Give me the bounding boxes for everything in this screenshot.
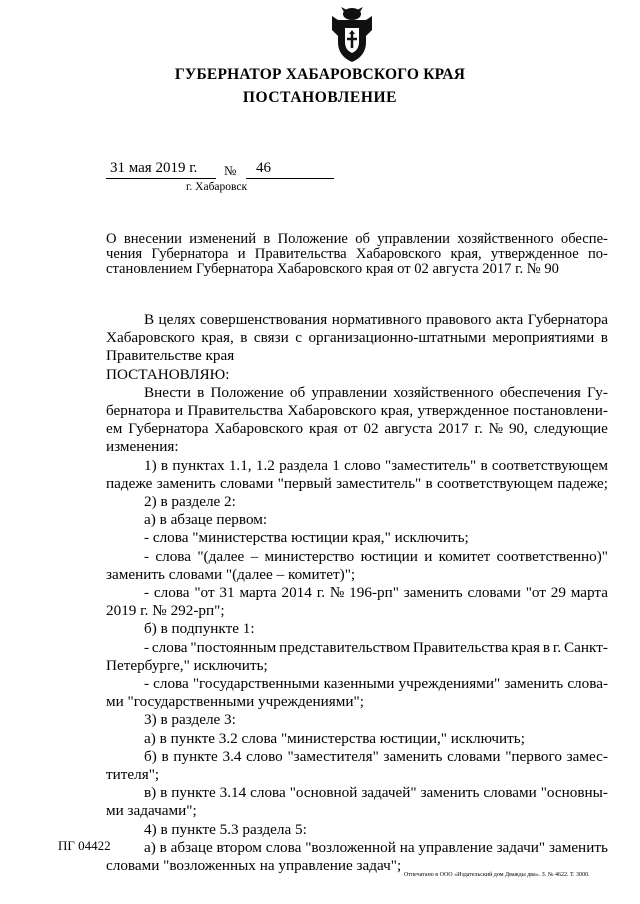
title-word: внесении [123,231,182,247]
body-word: № [329,584,345,602]
body-word: утвержденное [417,402,509,420]
body-word: обеспечения [499,383,581,401]
title-word: О [106,231,117,247]
body-word: пункте [171,784,216,802]
body-line [106,475,608,493]
body-word: в [600,329,608,347]
title-word: хозяйственного [457,231,554,247]
body-word: хозяйственного [393,383,494,401]
body-word: заменить [420,784,480,802]
body-word: г. [474,420,483,438]
number-label: № [224,163,237,178]
body-line: а) в пункте 3.2 слова "министерства юстиции," исключить; [144,729,525,747]
body-word: целях [158,311,196,328]
body-line [106,548,608,566]
city-label: г. Хабаровск [186,181,248,193]
title-line: становлением Губернатора Хабаровского края от 02 августа 2017 г. № 90 [106,261,559,277]
body-word: марта [570,584,608,602]
body-word: 2017 [438,420,469,438]
body-word: управление [418,838,493,856]
body-word: "от [194,584,215,602]
title-word: чения [106,246,143,262]
body-word: в [480,456,488,474]
body-word: Губернатора [527,311,608,328]
body-word: б) [144,747,157,765]
body-word: слова [153,675,189,693]
body-word: - [144,675,150,693]
body-word: и [175,402,184,420]
body-word: заменить [383,747,443,765]
body-word: словами [467,584,521,602]
form-code: ПГ 04422 [58,838,111,853]
body-word: падеже [106,474,153,492]
body-word: ем [106,420,123,438]
body-line [106,748,608,766]
body-word: 1.2 [255,456,275,474]
body-word: словами [219,474,274,492]
body-word: 2014 [281,584,312,602]
body-word: пунктах [172,456,225,474]
body-word: "заместителя" [287,747,379,765]
body-word: Санкт- [564,638,608,656]
body-word: - [144,547,150,565]
body-word: в) [144,784,157,802]
body-line [106,311,608,329]
title-word: края, [450,246,482,262]
authority-heading: ГУБЕРНАТОР ХАБАРОВСКОГО КРАЯ [174,66,466,83]
body-word: слова [151,638,188,656]
document-body [106,311,608,875]
body-word: марта [239,584,277,602]
body-line: а) в абзаце первом: [144,511,268,529]
title-word: об [355,231,370,247]
body-line [106,584,608,602]
body-word: заместитель" [336,474,422,492]
body-line: изменения: [106,438,179,456]
body-line: - слова "министерства юстиции края," исключить; [144,529,469,547]
body-word: 90, [508,420,528,438]
body-word: казенными [323,675,395,693]
title-word: утвержденное [490,246,579,262]
body-word: - [144,584,150,602]
body-word: а) [144,838,156,856]
body-word: замес- [566,747,608,765]
body-word: постановлени- [513,402,608,420]
body-word: правового [426,311,492,328]
body-word: слово [344,456,381,474]
body-word: "первого [505,747,562,765]
body-word: в [197,383,205,401]
document-date: 31 мая 2019 г. [110,160,198,176]
title-word: Хабаровского [355,246,442,262]
body-word: Губернатора [128,420,209,438]
body-word: следующие [533,420,608,438]
title-line [106,247,608,262]
body-word: с [295,329,302,347]
body-word: заменить [504,675,564,693]
body-word: задачи" [496,838,546,856]
title-word: в [263,231,271,247]
body-word: совершенствования [199,311,328,328]
body-word: Положение [210,383,284,401]
body-word: Гу- [587,383,608,401]
body-word: пункте [173,747,218,765]
body-line [106,639,608,657]
title-word: Губернатора [151,246,229,262]
body-word: 02 [363,420,379,438]
coat-of-arms-icon [328,6,376,64]
body-word: слова [265,838,302,856]
body-word: "основной [289,784,358,802]
body-word: в [240,329,248,347]
body-word: августа [384,420,433,438]
printer-imprint: Отпечатано в ООО «Издательский дом Дважды два». З. № 4622. Т. 3000. [404,872,590,878]
body-word: абзаце [170,838,213,856]
body-word: нормативного [331,311,422,328]
body-line: тителя"; [106,766,160,784]
body-word: в [425,474,433,492]
body-word: В [144,311,155,328]
body-word: 1.1, [228,456,252,474]
body-word: – [250,547,259,565]
title-word: и [237,246,246,262]
body-word: края [511,638,540,656]
title-word: по- [587,246,608,262]
number-underline [246,178,334,179]
body-word: - [144,638,150,656]
body-word: соответственно)" [496,547,608,565]
body-word: заменить [156,474,216,492]
body-word: втором [216,838,262,856]
body-word: 29 [550,584,566,602]
body-line: словами "возложенных на управление задач"; [106,857,402,875]
body-word: Хабаровского [287,402,377,420]
title-word: изменений [189,231,257,247]
body-word: в [542,638,550,656]
body-line: 2019 г. № 292-рп"; [106,602,225,620]
body-word: учреждениями" [398,675,501,693]
body-word: г. [552,638,562,656]
body-word: "заместитель" [384,456,477,474]
body-word: заменить [403,584,463,602]
body-word: связи [253,329,289,347]
body-line: 3) в разделе 3: [144,711,236,729]
title-word: Положение [277,231,348,247]
body-word: "от [525,584,546,602]
body-line: ми "государственными учреждениями"; [106,693,364,711]
body-word: г. [316,584,325,602]
body-word: Хабаровского [214,420,304,438]
document-title [106,232,608,277]
body-word: слова [155,547,192,565]
body-line: 4) в пункте 5.3 раздела 5: [144,820,307,838]
body-word: бернатора [106,402,171,420]
body-line: 2) в разделе 2: [144,493,236,511]
body-word: представительством [279,638,410,656]
body-word: № [488,420,504,438]
body-word: падеже; [557,474,608,492]
body-word: в [160,456,169,474]
body-word: 31 [219,584,235,602]
body-line [106,457,608,475]
body-word: и [424,547,433,565]
body-word: Хабаровского [106,329,195,347]
body-word: Внести [144,383,191,401]
body-line [106,784,608,802]
body-word: комитет [438,547,491,565]
body-line: Правительстве края [106,347,235,365]
title-word: управлении [377,231,450,247]
body-word: в [160,784,168,802]
body-word: 3.14 [219,784,247,802]
body-word: об [289,383,306,401]
body-word: края, [380,402,414,420]
body-line: заменить словами "(далее – комитет)"; [106,565,356,583]
body-line [106,675,608,693]
body-line: б) в подпункте 1: [144,620,255,638]
body-word: края [308,420,338,438]
body-word: мероприятиями [492,329,595,347]
date-underline [106,178,216,179]
body-word: от [343,420,358,438]
body-word: соответствующем [437,474,554,492]
body-word: "государственными [192,675,320,693]
body-word: слова [153,584,190,602]
body-word: Правительства [412,638,509,656]
body-word: в [161,747,169,765]
body-word: слово [246,747,283,765]
body-word: министерство [264,547,355,565]
body-word: заменить [548,838,608,856]
body-word: управлении [311,383,388,401]
body-word: юстиции [360,547,418,565]
body-word: организационно-штатными [308,329,486,347]
body-line: Петербурге," исключить; [106,656,268,674]
body-word: раздела [279,456,328,474]
body-word: слова- [567,675,608,693]
body-word: "основны- [540,784,608,802]
body-line [106,420,608,438]
body-word: задачей" [361,784,417,802]
body-word: "(далее [197,547,245,565]
title-line [106,232,608,247]
body-line [106,402,608,420]
body-word: 196-рп" [349,584,399,602]
body-word: "первый [277,474,332,492]
body-word: "постоянным [190,638,277,656]
body-word: "возложенной [305,838,396,856]
body-word: акта [495,311,524,328]
title-word: обеспе- [560,231,608,247]
body-word: соответствующем [491,456,608,474]
body-line [106,329,608,347]
body-word: в [159,838,167,856]
document-number: 46 [256,160,271,176]
body-word: 1 [332,456,340,474]
document-type-heading: ПОСТАНОВЛЕНИЕ [242,89,398,106]
body-word: 1) [144,456,157,474]
body-word: Правительства [187,402,284,420]
body-line: ПОСТАНОВЛЯЮ: [106,365,230,383]
body-word: 3.4 [222,747,242,765]
body-word: словами [483,784,537,802]
body-line [106,839,608,857]
body-word: на [399,838,415,856]
body-word: словами [447,747,501,765]
body-word: края, [201,329,234,347]
body-line [106,384,608,402]
body-word: слова [250,784,286,802]
title-word: Правительства [254,246,347,262]
body-line: ми задачами"; [106,802,197,820]
